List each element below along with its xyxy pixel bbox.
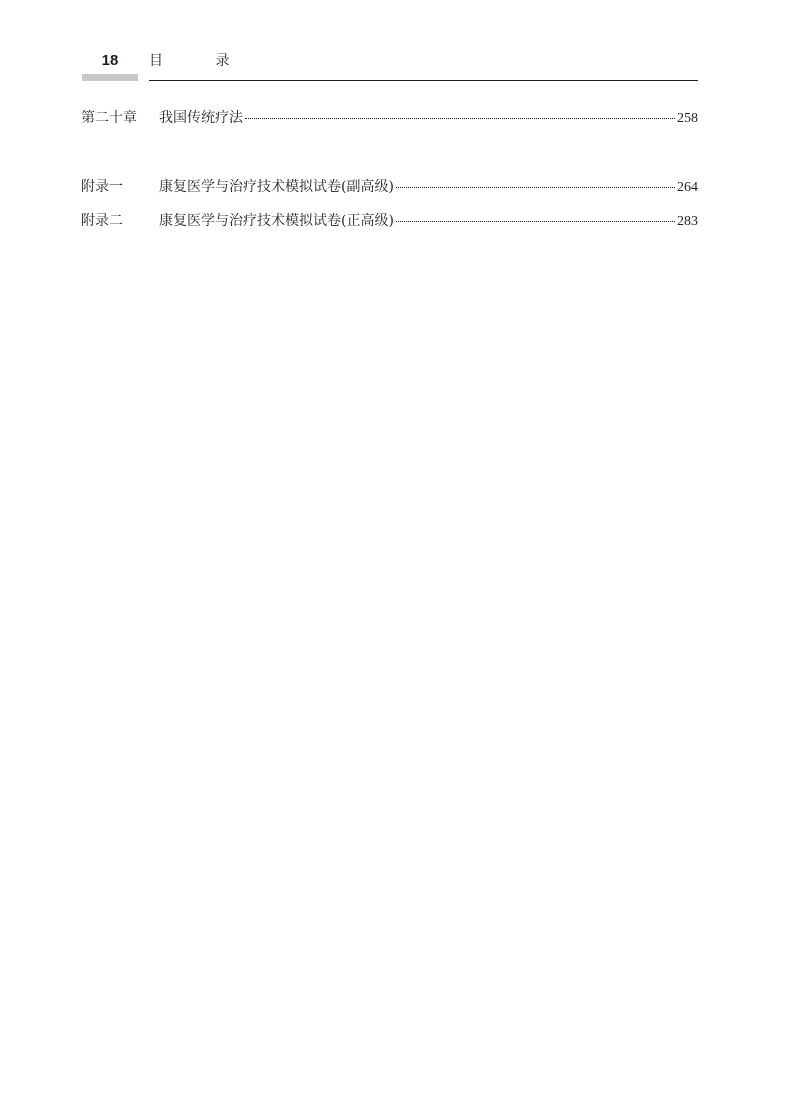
toc-entry-appendix-1[interactable] bbox=[81, 177, 698, 197]
toc-dot-leader bbox=[396, 186, 675, 188]
toc-entry-page: 264 bbox=[677, 180, 698, 195]
toc-entry-page: 283 bbox=[677, 214, 698, 229]
toc-entry-title: 我国传统疗法 bbox=[159, 110, 243, 126]
toc-entry-chapter-20[interactable] bbox=[81, 108, 698, 128]
toc-entry-label: 附录一 bbox=[81, 179, 123, 195]
toc-entry-label: 第二十章 bbox=[81, 110, 137, 126]
toc-dot-leader bbox=[396, 220, 675, 222]
toc-entry-appendix-2[interactable] bbox=[81, 211, 698, 231]
toc-dot-leader bbox=[245, 117, 675, 119]
header-rule bbox=[149, 80, 698, 81]
page-number: 18 bbox=[101, 52, 119, 69]
toc-entry-label: 附录二 bbox=[81, 213, 123, 229]
toc-entry-title: 康复医学与治疗技术模拟试卷(正高级) bbox=[159, 213, 394, 229]
toc-entry-page: 258 bbox=[677, 111, 698, 126]
toc-entry-title: 康复医学与治疗技术模拟试卷(副高级) bbox=[159, 179, 394, 195]
running-title: 目 录 bbox=[149, 53, 254, 69]
page-number-bar bbox=[82, 74, 138, 81]
